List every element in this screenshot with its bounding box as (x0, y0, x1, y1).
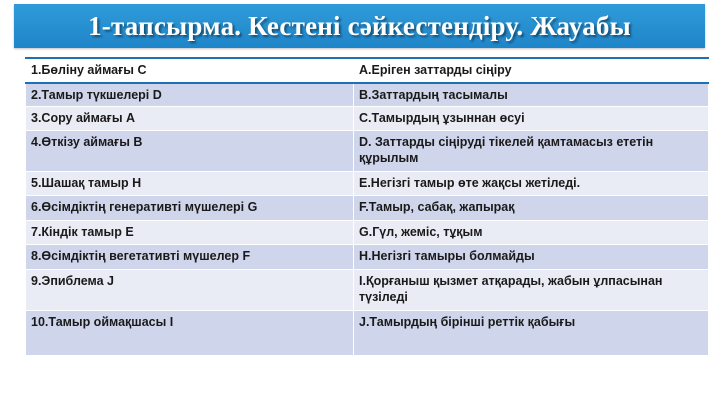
table-cell-term: 9.Эпиблема J (26, 270, 354, 311)
table-cell-definition: I.Қорғаныш қызмет атқарады, жабын ұлпасынан түзіледі (354, 270, 709, 311)
table-row (26, 131, 709, 172)
table-cell-definition: А.Еріген заттарды сіңіру (354, 58, 709, 83)
table-row (26, 270, 709, 311)
table-row (26, 311, 709, 356)
table-cell-term: 2.Тамыр түкшелері D (26, 83, 354, 107)
table-row (26, 245, 709, 270)
table-cell-definition: G.Гүл, жеміс, тұқым (354, 221, 709, 245)
table-cell-definition: В.Заттардың тасымалы (354, 83, 709, 107)
table-cell-term: 1.Бөліну аймағы С (26, 58, 354, 83)
table-cell-definition: J.Тамырдың бірінші реттік қабығы (354, 311, 709, 356)
table-cell-term: 6.Өсімдіктің генеративті мүшелері G (26, 196, 354, 221)
table-cell-term: 10.Тамыр оймақшасы I (26, 311, 354, 356)
matching-table (25, 57, 709, 356)
table-cell-definition: Е.Негізгі тамыр өте жақсы жетіледі. (354, 172, 709, 196)
table-cell-term: 3.Сору аймағы А (26, 107, 354, 131)
table-cell-term: 7.Кіндік тамыр Е (26, 221, 354, 245)
table-row (26, 221, 709, 245)
table-row (26, 196, 709, 221)
table-cell-term: 8.Өсімдіктің вегетативті мүшелер F (26, 245, 354, 270)
table-cell-definition: D. Заттарды сіңіруді тікелей қамтамасыз ететін құрылым (354, 131, 709, 172)
table-cell-definition: С.Тамырдың ұзыннан өсуі (354, 107, 709, 131)
table-row (26, 83, 709, 107)
table-cell-definition: Н.Негізгі тамыры болмайды (354, 245, 709, 270)
table-cell-term: 4.Өткізу аймағы В (26, 131, 354, 172)
page-title: 1-тапсырма. Кестені сәйкестендіру. Жауабы (88, 10, 631, 41)
table-row (26, 58, 709, 83)
table-row (26, 172, 709, 196)
title-banner (14, 4, 705, 48)
table-cell-definition: F.Тамыр, сабақ, жапырақ (354, 196, 709, 221)
table-cell-term: 5.Шашақ тамыр Н (26, 172, 354, 196)
table-row (26, 107, 709, 131)
